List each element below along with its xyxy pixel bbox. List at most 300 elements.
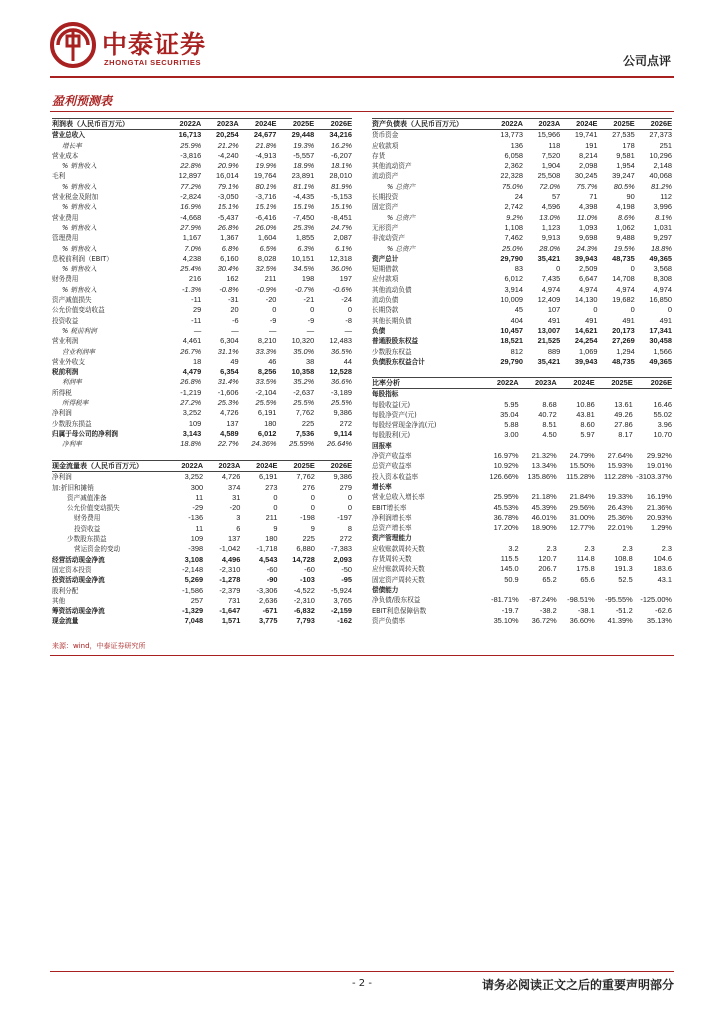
- table-row: [52, 213, 352, 223]
- table-title: 利润表（人民币百万元）: [52, 119, 164, 130]
- cell-value: 13.61: [614, 399, 633, 409]
- table-row: [372, 533, 672, 543]
- table-row: [372, 430, 672, 440]
- cell-value: 7,762: [295, 408, 315, 418]
- cell-value: 6,191: [257, 408, 277, 418]
- cell-value: -6: [232, 315, 239, 325]
- cell-value: 27.86: [614, 420, 633, 430]
- cell-value: 27.9%: [180, 222, 202, 232]
- cell-value: -95: [341, 575, 352, 585]
- cell-value: 1,069: [578, 346, 598, 356]
- row-label: 所得税率: [62, 399, 89, 408]
- cell-value: -3,716: [255, 192, 277, 202]
- cell-value: -2,104: [255, 387, 277, 397]
- cell-value: 65.2: [542, 574, 557, 584]
- cell-value: [633, 585, 672, 595]
- cell-value: 19.5%: [613, 243, 635, 253]
- cell-value: 2.3: [622, 543, 633, 553]
- cell-value: 20,254: [216, 130, 239, 140]
- cell-value: 0: [667, 305, 672, 315]
- cell-value: -671: [262, 606, 278, 616]
- row-label: 资产减值损失: [52, 296, 92, 305]
- table-row: [52, 347, 352, 357]
- table-row: [52, 192, 352, 202]
- cell-value: 114.8: [576, 554, 595, 564]
- cell-value: 13.34%: [531, 461, 557, 471]
- table-row: [372, 410, 672, 420]
- table-row: [372, 554, 672, 564]
- cell-value: 0: [310, 503, 315, 513]
- cell-value: 4,479: [182, 367, 202, 377]
- cell-value: [633, 441, 672, 451]
- cell-value: 1,604: [257, 233, 277, 243]
- cell-value: 272: [339, 534, 352, 544]
- cell-value: 4,198: [616, 202, 635, 212]
- cell-value: 6,191: [258, 472, 278, 482]
- cell-value: 16,014: [216, 171, 239, 181]
- row-label: 营业利润: [52, 337, 79, 346]
- cell-value: 81.1%: [293, 181, 315, 191]
- cell-value: 1,294: [616, 346, 635, 356]
- brand-name-cn: 中泰证券: [102, 30, 207, 59]
- cell-value: 8: [347, 523, 352, 533]
- table-row: [52, 264, 352, 274]
- cell-value: -1,718: [256, 544, 278, 554]
- table-row: [372, 192, 672, 202]
- cell-value: 112: [660, 192, 672, 202]
- table-row: [52, 233, 352, 243]
- cell-value: 3.00: [504, 430, 519, 440]
- cell-value: 24,254: [574, 336, 598, 346]
- cell-value: 49.26: [614, 409, 633, 419]
- row-label: 营业成本: [52, 151, 79, 160]
- row-label: 流动负债: [372, 296, 399, 305]
- cell-value: 1,566: [653, 346, 672, 356]
- cell-value: 18,521: [500, 336, 523, 346]
- cell-value: -136: [188, 513, 204, 523]
- company-logo: [50, 22, 360, 70]
- table-row: [52, 357, 352, 367]
- year-header: 2026E: [314, 119, 352, 130]
- table-title: 比率分析: [372, 378, 481, 389]
- cell-value: 17,341: [649, 325, 672, 335]
- year-header: 2026E: [315, 461, 352, 472]
- cell-value: 731: [227, 595, 241, 605]
- cell-value: 15.1%: [293, 202, 315, 212]
- cash-flow-table: [52, 460, 352, 627]
- cell-value: 25.3%: [217, 398, 239, 408]
- cell-value: 72.0%: [539, 181, 561, 191]
- row-label: 无形资产: [372, 223, 399, 232]
- zhongtai-logo-icon: [50, 22, 96, 68]
- row-label: 每股收益(元): [372, 400, 411, 409]
- row-label: 投资活动现金净流: [52, 576, 105, 585]
- row-label: 存货: [372, 151, 386, 160]
- cell-value: 9.2%: [506, 212, 523, 222]
- cell-value: 216: [188, 274, 202, 284]
- cell-value: 45.53%: [493, 502, 519, 512]
- year-header: 2024E: [560, 119, 597, 130]
- cell-value: 251: [659, 140, 672, 150]
- cell-value: 35,421: [537, 253, 561, 263]
- cell-value: 6.5%: [259, 243, 277, 253]
- row-label: 回报率: [372, 441, 392, 450]
- cell-value: -11: [191, 295, 202, 305]
- cell-value: 108.8: [614, 554, 633, 564]
- cell-value: 2,742: [504, 202, 523, 212]
- cell-value: 31.00%: [569, 512, 595, 522]
- cell-value: 276: [302, 482, 315, 492]
- cell-value: [481, 585, 519, 595]
- table-row: [52, 419, 352, 429]
- cell-value: 22,328: [500, 171, 523, 181]
- row-label: 财务费用: [74, 514, 101, 523]
- cell-value: -1,647: [219, 606, 241, 616]
- cell-value: 812: [510, 346, 523, 356]
- row-label: % 总资产: [387, 244, 416, 253]
- cell-value: 24,677: [253, 130, 277, 140]
- cell-value: 10.92%: [493, 461, 519, 471]
- cell-value: 18.90%: [531, 523, 557, 533]
- table-row: [52, 493, 352, 503]
- cell-value: 30.4%: [217, 264, 239, 274]
- cell-value: 34.5%: [293, 264, 315, 274]
- table-row: [372, 182, 672, 192]
- table-row: [372, 482, 672, 492]
- year-header: 2022A: [486, 119, 523, 130]
- cell-value: 7,520: [541, 150, 561, 160]
- row-label: 营业税金及附加: [52, 193, 99, 202]
- year-header: 2025E: [595, 378, 633, 389]
- cell-value: -0.7%: [294, 284, 315, 294]
- cell-value: 225: [302, 534, 315, 544]
- row-label: 应付款项: [372, 275, 399, 284]
- cell-value: 112.28%: [604, 471, 633, 481]
- cell-value: -5,437: [217, 212, 239, 222]
- row-label: 投资收益: [52, 316, 79, 325]
- section-title: 盈利预测表: [52, 94, 113, 108]
- cell-value: 20,173: [612, 325, 635, 335]
- row-label: 税前利润: [52, 368, 79, 377]
- cell-value: -4,522: [293, 585, 315, 595]
- table-row: [52, 439, 352, 449]
- cell-value: 90: [626, 192, 635, 202]
- cell-value: 29.92%: [646, 451, 672, 461]
- cell-value: -60: [304, 564, 315, 574]
- cell-value: 491: [547, 315, 561, 325]
- row-label: 净利润: [52, 473, 72, 482]
- cell-value: 211: [265, 513, 278, 523]
- cell-value: 9,386: [333, 408, 352, 418]
- cell-value: 9: [273, 523, 278, 533]
- cell-value: 6.8%: [221, 243, 239, 253]
- cell-value: 0: [310, 492, 315, 502]
- cell-value: 31.1%: [217, 346, 239, 356]
- cell-value: -11: [191, 315, 202, 325]
- cell-value: 29: [193, 305, 202, 315]
- cell-value: 16.97%: [493, 451, 519, 461]
- cell-value: -398: [188, 544, 204, 554]
- row-label: 货币资金: [372, 131, 399, 140]
- cell-value: 2.3: [546, 543, 557, 553]
- cell-value: 4,461: [182, 336, 202, 346]
- year-header: 2023A: [523, 119, 560, 130]
- table-row: [52, 274, 352, 284]
- cell-value: 15.1%: [255, 202, 277, 212]
- row-label: 少数股东权益: [372, 347, 412, 356]
- cell-value: [481, 482, 519, 492]
- cell-value: 3,914: [504, 284, 523, 294]
- cell-value: -2,379: [219, 585, 241, 595]
- cell-value: 23,891: [291, 171, 315, 181]
- cell-value: -4,668: [180, 212, 202, 222]
- row-label: % 销售收入: [62, 285, 97, 294]
- cell-value: —: [306, 325, 315, 335]
- cell-value: 4,726: [220, 408, 239, 418]
- cell-value: 3,108: [184, 554, 204, 564]
- row-label: 短期借款: [372, 265, 399, 274]
- cell-value: 80.5%: [613, 181, 635, 191]
- cell-value: 8,308: [653, 274, 672, 284]
- cell-value: 49,365: [649, 356, 672, 366]
- cell-value: [481, 533, 519, 543]
- table-row: [52, 336, 352, 346]
- table-row: [52, 171, 352, 181]
- row-label: 其他: [52, 596, 66, 605]
- cell-value: 2,087: [333, 233, 352, 243]
- cell-value: 21.32%: [531, 451, 557, 461]
- year-header: 2022A: [481, 378, 519, 389]
- cell-value: 28.0%: [539, 243, 561, 253]
- row-label: 总资产增长率: [372, 524, 412, 533]
- cell-value: -2,148: [182, 564, 204, 574]
- cell-value: 18.1%: [331, 161, 352, 171]
- cell-value: 491: [622, 315, 635, 325]
- cell-value: [557, 533, 595, 543]
- row-label: 资产管理能力: [372, 534, 412, 543]
- cell-value: 43.1: [657, 574, 672, 584]
- cell-value: 46: [268, 356, 277, 366]
- cell-value: 15.50%: [569, 461, 595, 471]
- cell-value: -2,824: [180, 192, 202, 202]
- row-label: 其他长期负债: [372, 316, 412, 325]
- cell-value: -197: [337, 513, 352, 523]
- year-header: 2022A: [164, 119, 201, 130]
- cell-value: 3,775: [258, 616, 278, 626]
- cell-value: 6,160: [220, 253, 239, 263]
- year-header: 2026E: [633, 378, 672, 389]
- table-row: [52, 316, 352, 326]
- cell-value: 0: [273, 503, 278, 513]
- cell-value: 491: [659, 315, 672, 325]
- table-row: [372, 254, 672, 264]
- cell-value: 45: [514, 305, 523, 315]
- cell-value: 7,536: [295, 428, 315, 438]
- table-row: [372, 171, 672, 181]
- cell-value: 1,367: [220, 233, 239, 243]
- row-label: % 税前利润: [62, 326, 97, 335]
- cell-value: 26.0%: [255, 222, 277, 232]
- cell-value: -21: [303, 295, 315, 305]
- cell-value: 3,252: [182, 408, 202, 418]
- row-label: 管理费用: [52, 234, 79, 243]
- cell-value: 5.95: [504, 399, 519, 409]
- cell-value: -3103.37%: [636, 471, 672, 481]
- cell-value: 25.9%: [180, 140, 202, 150]
- cell-value: 6,012: [257, 428, 277, 438]
- cell-value: 25.5%: [293, 398, 315, 408]
- cell-value: -2,637: [293, 387, 315, 397]
- year-header: 2025E: [277, 461, 314, 472]
- table-row: [52, 513, 352, 523]
- cell-value: 48,735: [612, 356, 635, 366]
- row-label: 总资产收益率: [372, 462, 412, 471]
- year-header: 2023A: [201, 119, 238, 130]
- cell-value: -125.00%: [640, 595, 672, 605]
- cell-value: 80.1%: [255, 181, 277, 191]
- cell-value: 4,543: [258, 554, 278, 564]
- cell-value: 81.9%: [331, 181, 352, 191]
- section-divider: [50, 111, 674, 112]
- cell-value: 31.4%: [217, 377, 239, 387]
- cell-value: 27,535: [612, 130, 635, 140]
- header-divider: [50, 76, 674, 78]
- cell-value: -62.6: [655, 605, 672, 615]
- table-row: [372, 575, 672, 585]
- row-label: 负债: [372, 326, 386, 335]
- cell-value: 8,214: [578, 150, 598, 160]
- table-row: [372, 223, 672, 233]
- table-row: [372, 151, 672, 161]
- cell-value: 9,913: [541, 233, 561, 243]
- cell-value: 46.01%: [531, 512, 557, 522]
- table-row: [52, 367, 352, 377]
- row-label: 非流动资产: [372, 234, 405, 243]
- cell-value: 7,048: [184, 616, 204, 626]
- cell-value: 16.9%: [180, 202, 202, 212]
- cell-value: -24: [341, 295, 352, 305]
- cell-value: -2,310: [219, 564, 241, 574]
- cell-value: 10,296: [649, 150, 672, 160]
- cell-value: 65.6: [580, 574, 595, 584]
- cell-value: 2,098: [578, 161, 598, 171]
- cell-value: -1,042: [219, 544, 241, 554]
- cell-value: -1.3%: [181, 284, 202, 294]
- cell-value: 198: [301, 274, 315, 284]
- year-header: 2023A: [203, 461, 240, 472]
- row-label: 毛利: [52, 172, 66, 181]
- cell-value: 0: [593, 305, 598, 315]
- cell-value: -0.9%: [257, 284, 277, 294]
- year-header: 2024E: [240, 461, 277, 472]
- cell-value: 109: [188, 418, 202, 428]
- cell-value: 3.96: [657, 420, 672, 430]
- cell-value: 12,318: [329, 253, 352, 263]
- cell-value: 17.20%: [493, 523, 519, 533]
- table-row: [52, 182, 352, 192]
- cell-value: 0: [310, 305, 315, 315]
- cell-value: 14,621: [574, 325, 598, 335]
- cell-value: -5,924: [331, 585, 352, 595]
- cell-value: 40.72: [538, 409, 557, 419]
- cell-value: -9: [269, 315, 277, 325]
- table-row: [372, 161, 672, 171]
- row-label: EBIT增长率: [372, 503, 407, 512]
- cell-value: 39,247: [612, 171, 635, 181]
- cell-value: 137: [227, 534, 241, 544]
- cell-value: 19,682: [612, 295, 635, 305]
- row-label: 偿债能力: [372, 585, 399, 594]
- cell-value: 2,093: [333, 554, 352, 564]
- table-row: [52, 388, 352, 398]
- cell-value: -198: [300, 513, 315, 523]
- cell-value: 35.04: [500, 409, 519, 419]
- table-row: [372, 326, 672, 336]
- cell-value: 4,974: [578, 284, 598, 294]
- table-row: [372, 420, 672, 430]
- cell-value: 1,167: [182, 233, 202, 243]
- cell-value: 14,728: [292, 554, 315, 564]
- cell-value: -2,159: [331, 606, 352, 616]
- cell-value: 29.56%: [569, 502, 595, 512]
- row-label: % 销售收入: [62, 223, 97, 232]
- cell-value: 178: [622, 140, 635, 150]
- table-row: [52, 544, 352, 554]
- cell-value: 22.01%: [607, 523, 633, 533]
- cell-value: -38.1: [577, 605, 595, 615]
- cell-value: 0: [347, 503, 352, 513]
- cell-value: -103: [300, 575, 315, 585]
- source-divider: [50, 655, 674, 656]
- table-row: [52, 295, 352, 305]
- year-header: 2024E: [557, 378, 595, 389]
- cell-value: 27,373: [649, 130, 672, 140]
- cell-value: -1,606: [217, 387, 239, 397]
- row-label: 少数股东损益: [52, 419, 92, 428]
- cell-value: [519, 533, 557, 543]
- cell-value: 9,581: [616, 150, 635, 160]
- cell-value: 2,636: [258, 595, 278, 605]
- cell-value: 35,421: [537, 356, 561, 366]
- row-label: 营运资金的变动: [74, 545, 121, 554]
- cell-value: 1,093: [578, 222, 598, 232]
- cell-value: [633, 533, 672, 543]
- cell-value: 197: [339, 274, 352, 284]
- row-label: 营业总收入增长率: [372, 493, 425, 502]
- row-label: 营业总收入: [52, 131, 85, 140]
- table-row: [372, 285, 672, 295]
- cell-value: 257: [190, 595, 204, 605]
- cell-value: 43.81: [576, 409, 595, 419]
- table-row: [372, 564, 672, 574]
- table-row: [372, 202, 672, 212]
- table-row: [372, 503, 672, 513]
- cell-value: 49: [230, 356, 239, 366]
- cell-value: -0.6%: [332, 284, 352, 294]
- row-label: 每股指标: [372, 390, 399, 399]
- row-label: 营业费用: [52, 213, 79, 222]
- cell-value: 4.50: [542, 430, 557, 440]
- cell-value: -51.2: [615, 605, 633, 615]
- cell-value: -50: [341, 564, 352, 574]
- row-label: 长期贷款: [372, 306, 399, 315]
- cell-value: 36.6%: [331, 377, 352, 387]
- cell-value: 225: [301, 418, 315, 428]
- cell-value: 9,488: [616, 233, 635, 243]
- cell-value: 36.5%: [331, 346, 352, 356]
- row-label: 营业利润率: [62, 347, 95, 356]
- cell-value: [633, 482, 672, 492]
